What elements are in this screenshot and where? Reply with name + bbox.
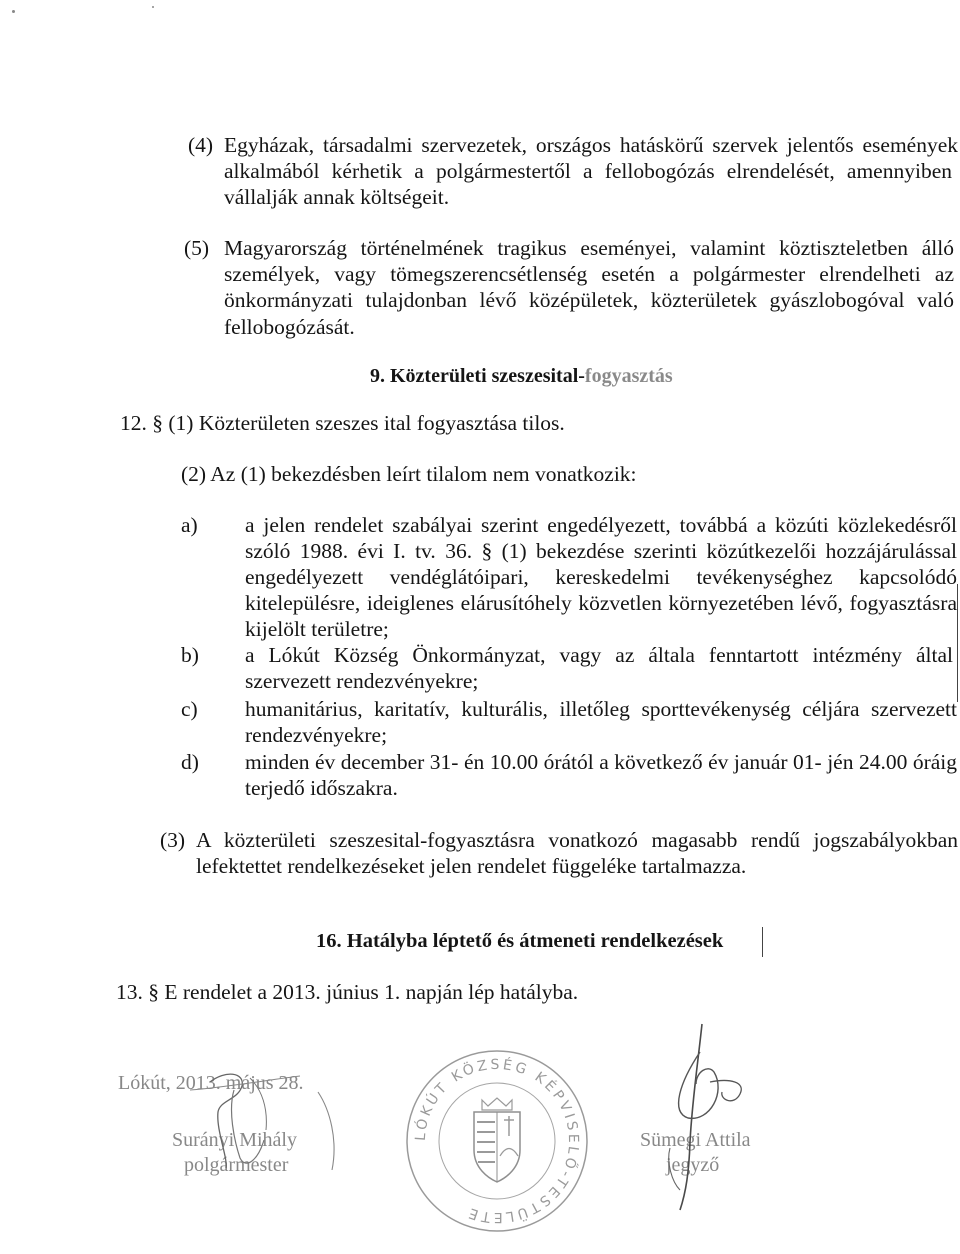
- coat-of-arms-icon: [474, 1098, 520, 1182]
- paragraph-5-line: személyek, vagy tömegszerencsétlenség esetén a polgármester elrendelheti az: [224, 262, 954, 286]
- article-12-line-1: 12. § (1) Közterületen szeszes ital fogyasztása tilos.: [120, 411, 565, 435]
- item-d-line: minden év december 31- én 10.00 órától a következő év január 01- jén 24.00 óráig: [245, 750, 957, 774]
- item-c-line: humanitárius, karitatív, kulturális, illetőleg sporttevékenység céljára szervezett: [245, 697, 957, 721]
- item-a-label: a): [181, 513, 198, 537]
- paragraph-5-label: (5): [184, 236, 210, 260]
- section-9-heading: [370, 361, 673, 391]
- scan-speck: [12, 10, 15, 13]
- margin-line: [957, 584, 958, 702]
- item-d-line: terjedő időszakra.: [245, 776, 398, 800]
- paragraph-4-line: Egyházak, társadalmi szervezetek, országos hatáskörű szervek jelentős események: [224, 133, 958, 157]
- section-16-heading: 16. Hatályba léptető és átmeneti rendelkezések: [316, 930, 724, 952]
- municipal-stamp: [402, 1046, 592, 1236]
- item-a-line: engedélyezett vendéglátóipari, kereskedelmi tevékenységhez kapcsolódó: [245, 565, 957, 589]
- notary-signature: [640, 1022, 760, 1212]
- item-b-line: a Lókút Község Önkormányzat, vagy az általa fenntartott intézmény által: [245, 643, 953, 667]
- item-b-label: b): [181, 643, 199, 667]
- scan-speck: [152, 6, 154, 8]
- item-c-label: c): [181, 697, 198, 721]
- section-9-heading-tail: fogyasztás: [584, 365, 673, 387]
- article-13-line: 13. § E rendelet a 2013. június 1. napján lép hatályba.: [116, 980, 579, 1004]
- article-12-line-2: (2) Az (1) bekezdésben leírt tilalom nem vonatkozik:: [181, 462, 637, 486]
- item-d-label: d): [181, 750, 199, 774]
- paragraph-4-label: (4): [188, 133, 214, 157]
- section-9-heading-main: 9. Közterületi szeszesital-: [370, 365, 585, 387]
- place-date: Lókút, 2013. május 28.: [118, 1072, 304, 1094]
- paragraph-4-line: vállalják annak költségeit.: [224, 185, 450, 209]
- paragraph-5-line: fellobogózását.: [224, 315, 355, 339]
- paragraph-3-label: (3): [160, 828, 186, 852]
- item-a-line: kitelepülésre, ideiglenes elárusítóhely közvetlen környezetében lévő, fogyasztásra: [245, 591, 957, 615]
- item-a-line: szóló 1988. évi I. tv. 36. § (1) bekezdése szerinti közútkezelői hozzájárulással: [245, 539, 957, 563]
- paragraph-3-line: A közterületi szeszesital-fogyasztásra vonatkozó magasabb rendű jogszabályokban: [196, 828, 958, 852]
- notary-title: jegyző: [666, 1154, 720, 1176]
- item-a-line: kijelölt területre;: [245, 617, 389, 641]
- paragraph-5-line: Magyarország történelmének tragikus eseményei, valamint köztiszteletben álló: [224, 236, 954, 260]
- stamp-text-path: LÓKÚT KÖZSÉG KÉPVISELŐ-TESTÜLETE: [412, 1056, 582, 1226]
- mayor-signature: [150, 1060, 350, 1170]
- paragraph-5-line: önkormányzati tulajdonban lévő középületek, közterületek gyászlobogóval való: [224, 288, 954, 312]
- item-a-line: a jelen rendelet szabályai szerint engedélyezett, továbbá a közúti közlekedésről: [245, 513, 957, 537]
- margin-line: [762, 927, 763, 957]
- paragraph-4-line: alkalmából kérhetik a polgármestertől a fellobogózás elrendelését, amennyiben: [224, 159, 952, 183]
- paragraph-3-line: lefektettet rendelkezéseket jelen rendelet függeléke tartalmazza.: [196, 854, 747, 878]
- mayor-title: polgármester: [184, 1154, 289, 1176]
- notary-name: Sümegi Attila: [640, 1129, 751, 1151]
- mayor-name: Surányi Mihály: [172, 1129, 297, 1151]
- item-b-line: szervezett rendezvényekre;: [245, 669, 479, 693]
- item-c-line: rendezvényekre;: [245, 723, 388, 747]
- stamp-text: [412, 1056, 581, 1225]
